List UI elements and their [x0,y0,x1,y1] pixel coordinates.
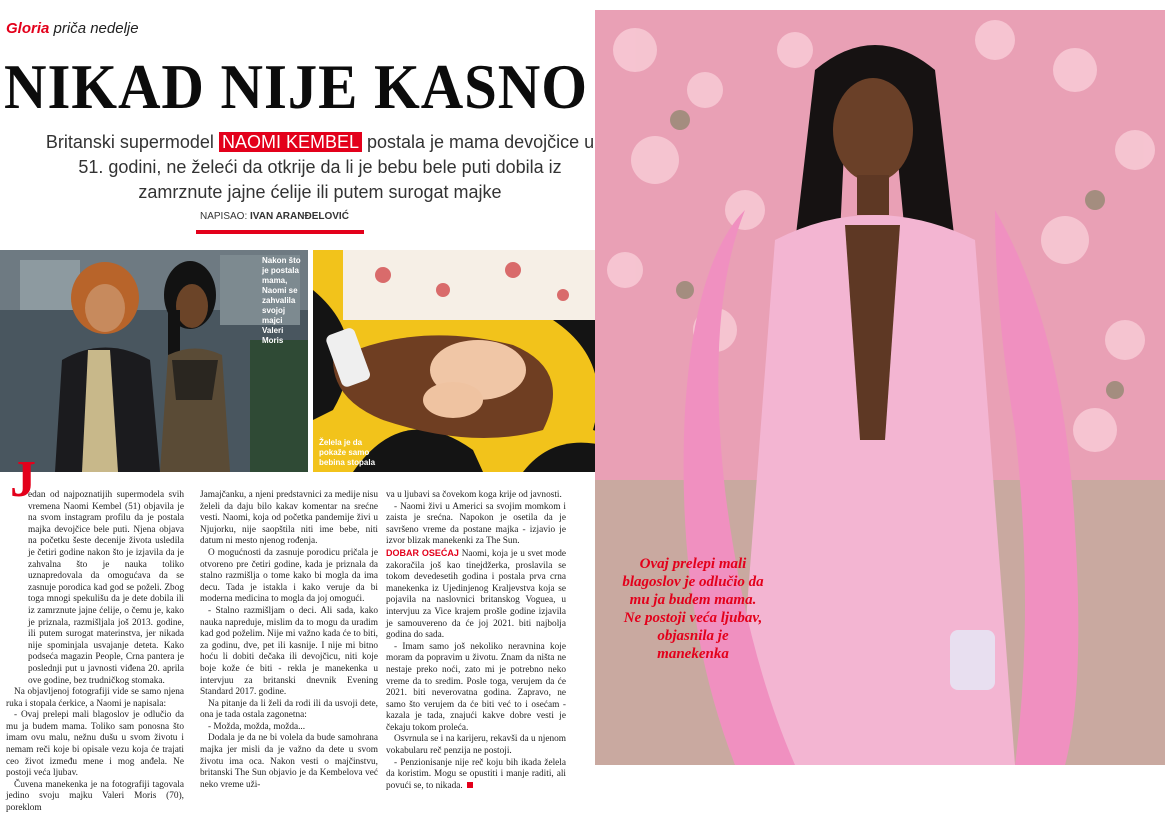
byline [200,211,349,222]
photo2-caption: Želela je da pokaže samo bebina stopala [319,438,376,467]
byline-divider [196,230,364,234]
section-label: priča nedelje [53,20,139,37]
paragraph: - Naomi živi u Americi sa svojim momkom i zaista je srećna. Napokon je osetila da je savršeno vreme da postane majka - izjavio je izvor blizak manekenki za The Sun. [386,501,566,547]
paragraph: Na objavljenoj fotografiji vide se samo njena ruka i stopala ćerkice, a Naomi je napisala: [6,687,184,709]
end-mark [467,782,473,788]
paragraph: Dodala je da ne bi volela da bude samohrana majka jer misli da je važno da dete u svom životu ima oca. Nakon vesti o majčinstvu, britanski The Sun objavio je da Kembelova već neko vreme uži- [200,733,378,790]
photo1-caption: Nakon što je postala mama, Naomi se zahvalila svojoj majci Valeri Moris [262,256,301,345]
paragraph: Osvrnula se i na karijeru, rekavši da u njenom vokabularu reč penzija ne postoji. [386,734,566,757]
paragraph: O mogućnosti da zasnuje porodicu pričala je otvoreno pre četiri godine, kada je priznala da stalno razmišlja o tome kako bi mogla da ima decu. Tada je istakla i kako veruje da bi moderna medicina to mogla da joj omogući. [200,547,378,605]
paragraph: Na pitanje da li želi da rodi ili da usvoji dete, ona je tada ostala zagonetna: [200,698,378,721]
paragraph-with-subhead [386,548,566,642]
paragraph: - Ovaj prelepi mali blagoslov je odlučio da mu ja budem mama. Toliko sam ponosna što imam ovu malu, nežnu dušu u svom životu i nemam reči koje bi opisale vezu koja će trajati ceo život između mene i mog anđela. Ne postoji veća ljubav. [6,710,184,779]
deck-highlight-name: NAOMI KEMBEL [219,132,362,152]
article-column-3 [386,490,566,792]
paragraph: va u ljubavi sa čovekom koga krije od javnosti. [386,490,562,500]
headline: NIKAD NIJE KASNO [4,51,588,122]
brand-label: Gloria [6,20,50,37]
paragraph: Jamajčanku, a njeni predstavnici za medije nisu želeli da daju bilo kakav komentar na srećne vesti. Naomi, koja od početka pandemije živi u Njujorku, nije saopštila niti ime bebe, niti datum ni mesto njenog rođenja. [200,490,378,547]
paragraph: - Možda, možda, možda... [208,721,306,732]
paragraph-text: Naomi, koja je u svet mode zakoračila još kao tinejdžerka, proslavila se tokom devedesetih godina i postala prva crna manekenka iz Ujedinjenog Kraljevstva koja se pojavila na naslovnici britanskog Voguea, u intervjuu za Vice krajem prošle godine izjavila je samouvereno da će joj 2021. biti najbolja godina do sada. [386,548,567,641]
photo-mother-and-daughter [0,250,308,472]
article-column-1 [6,490,184,815]
pull-quote: Ovaj prelepi mali blagoslov je odlučio da mu ja budem mama. Ne postoji veća ljubav, objasnila je manekenka [622,556,764,662]
deck [40,130,600,205]
byline-name: IVAN ARANĐELOVIĆ [250,211,349,222]
paragraph: - Imam samo još nekoliko neravnina koje moram da popravim u životu. Znam da ništa ne nestaje preko noći, zato mi je potrebno neko vreme da to sredim. Posle toga, verujem da će 2021. biti neverovatna godina. Zapravo, ne samo što verujem da će biti već to i osećam - kazala je tada, znajući kakve dobre vesti je čekaju tokom proleća. [386,641,566,733]
deck-text-before: Britanski supermodel [45,132,214,152]
section-kicker [6,20,139,37]
paragraph: Čuvena manekenka je na fotografiji tagovala jedino svoju majku Valeri Moris (70), poreklom [6,779,184,814]
deck-text-after: postala je mama devojčice u 51. godini, ne želeći da otkrije da li je bebu bele puti dobila iz zamrznute jajne ćelije ili putem surogat majke [78,132,595,202]
byline-label: NAPISAO: [200,211,248,222]
paragraph [386,758,566,793]
paragraph: edan od najpoznatijih supermodela svih vremena Naomi Kembel (51) objavila je na svom instagram profilu da je postala majka devojčice bele puti. Njena objava na početku šeste decenije života usledila je četiri godine nakon što je izjavila da je zahvalna što je nauka toliko uznapredovala da omogućava da se zasnuje porodica kad god se poželi. Zbog toga mnogi spekulišu da je dete dobila ili iz zamrznute jajne ćelije, o čemu je, kako je priznala, razmišljala još 2013. godine, ili putem surogat materinstva, jer nikada nije spominjala usvajanje deteta. Kako podseća magazin People, Crna pantera je poslednji put u javnosti viđena 20. aprila ove godine, bez trudničkog stomaka. [28,490,184,686]
subhead: DOBAR OSEĆAJ [386,547,459,558]
drop-cap: J [10,451,36,508]
article-column-2 [200,490,378,791]
paragraph-text: - Penzionisanje nije reč koju bih ikada želela da koristim. Mogu se opustiti i manje raditi, ali povući se, to nikada. [386,757,566,791]
paragraph: - Stalno razmišljam o deci. Ali sada, kako nauka napreduje, mislim da to mogu da uradim kad god poželim. Nije mi važno kada će to biti, za godinu, dve, pet ili kasnije. I nije mi bitno hoću li dobiti dečaka ili devojčicu, niti koje boje kože će biti - rekla je manekenka u intervjuu za britanski dnevnik Evening Standard 2017. godine. [200,605,378,698]
